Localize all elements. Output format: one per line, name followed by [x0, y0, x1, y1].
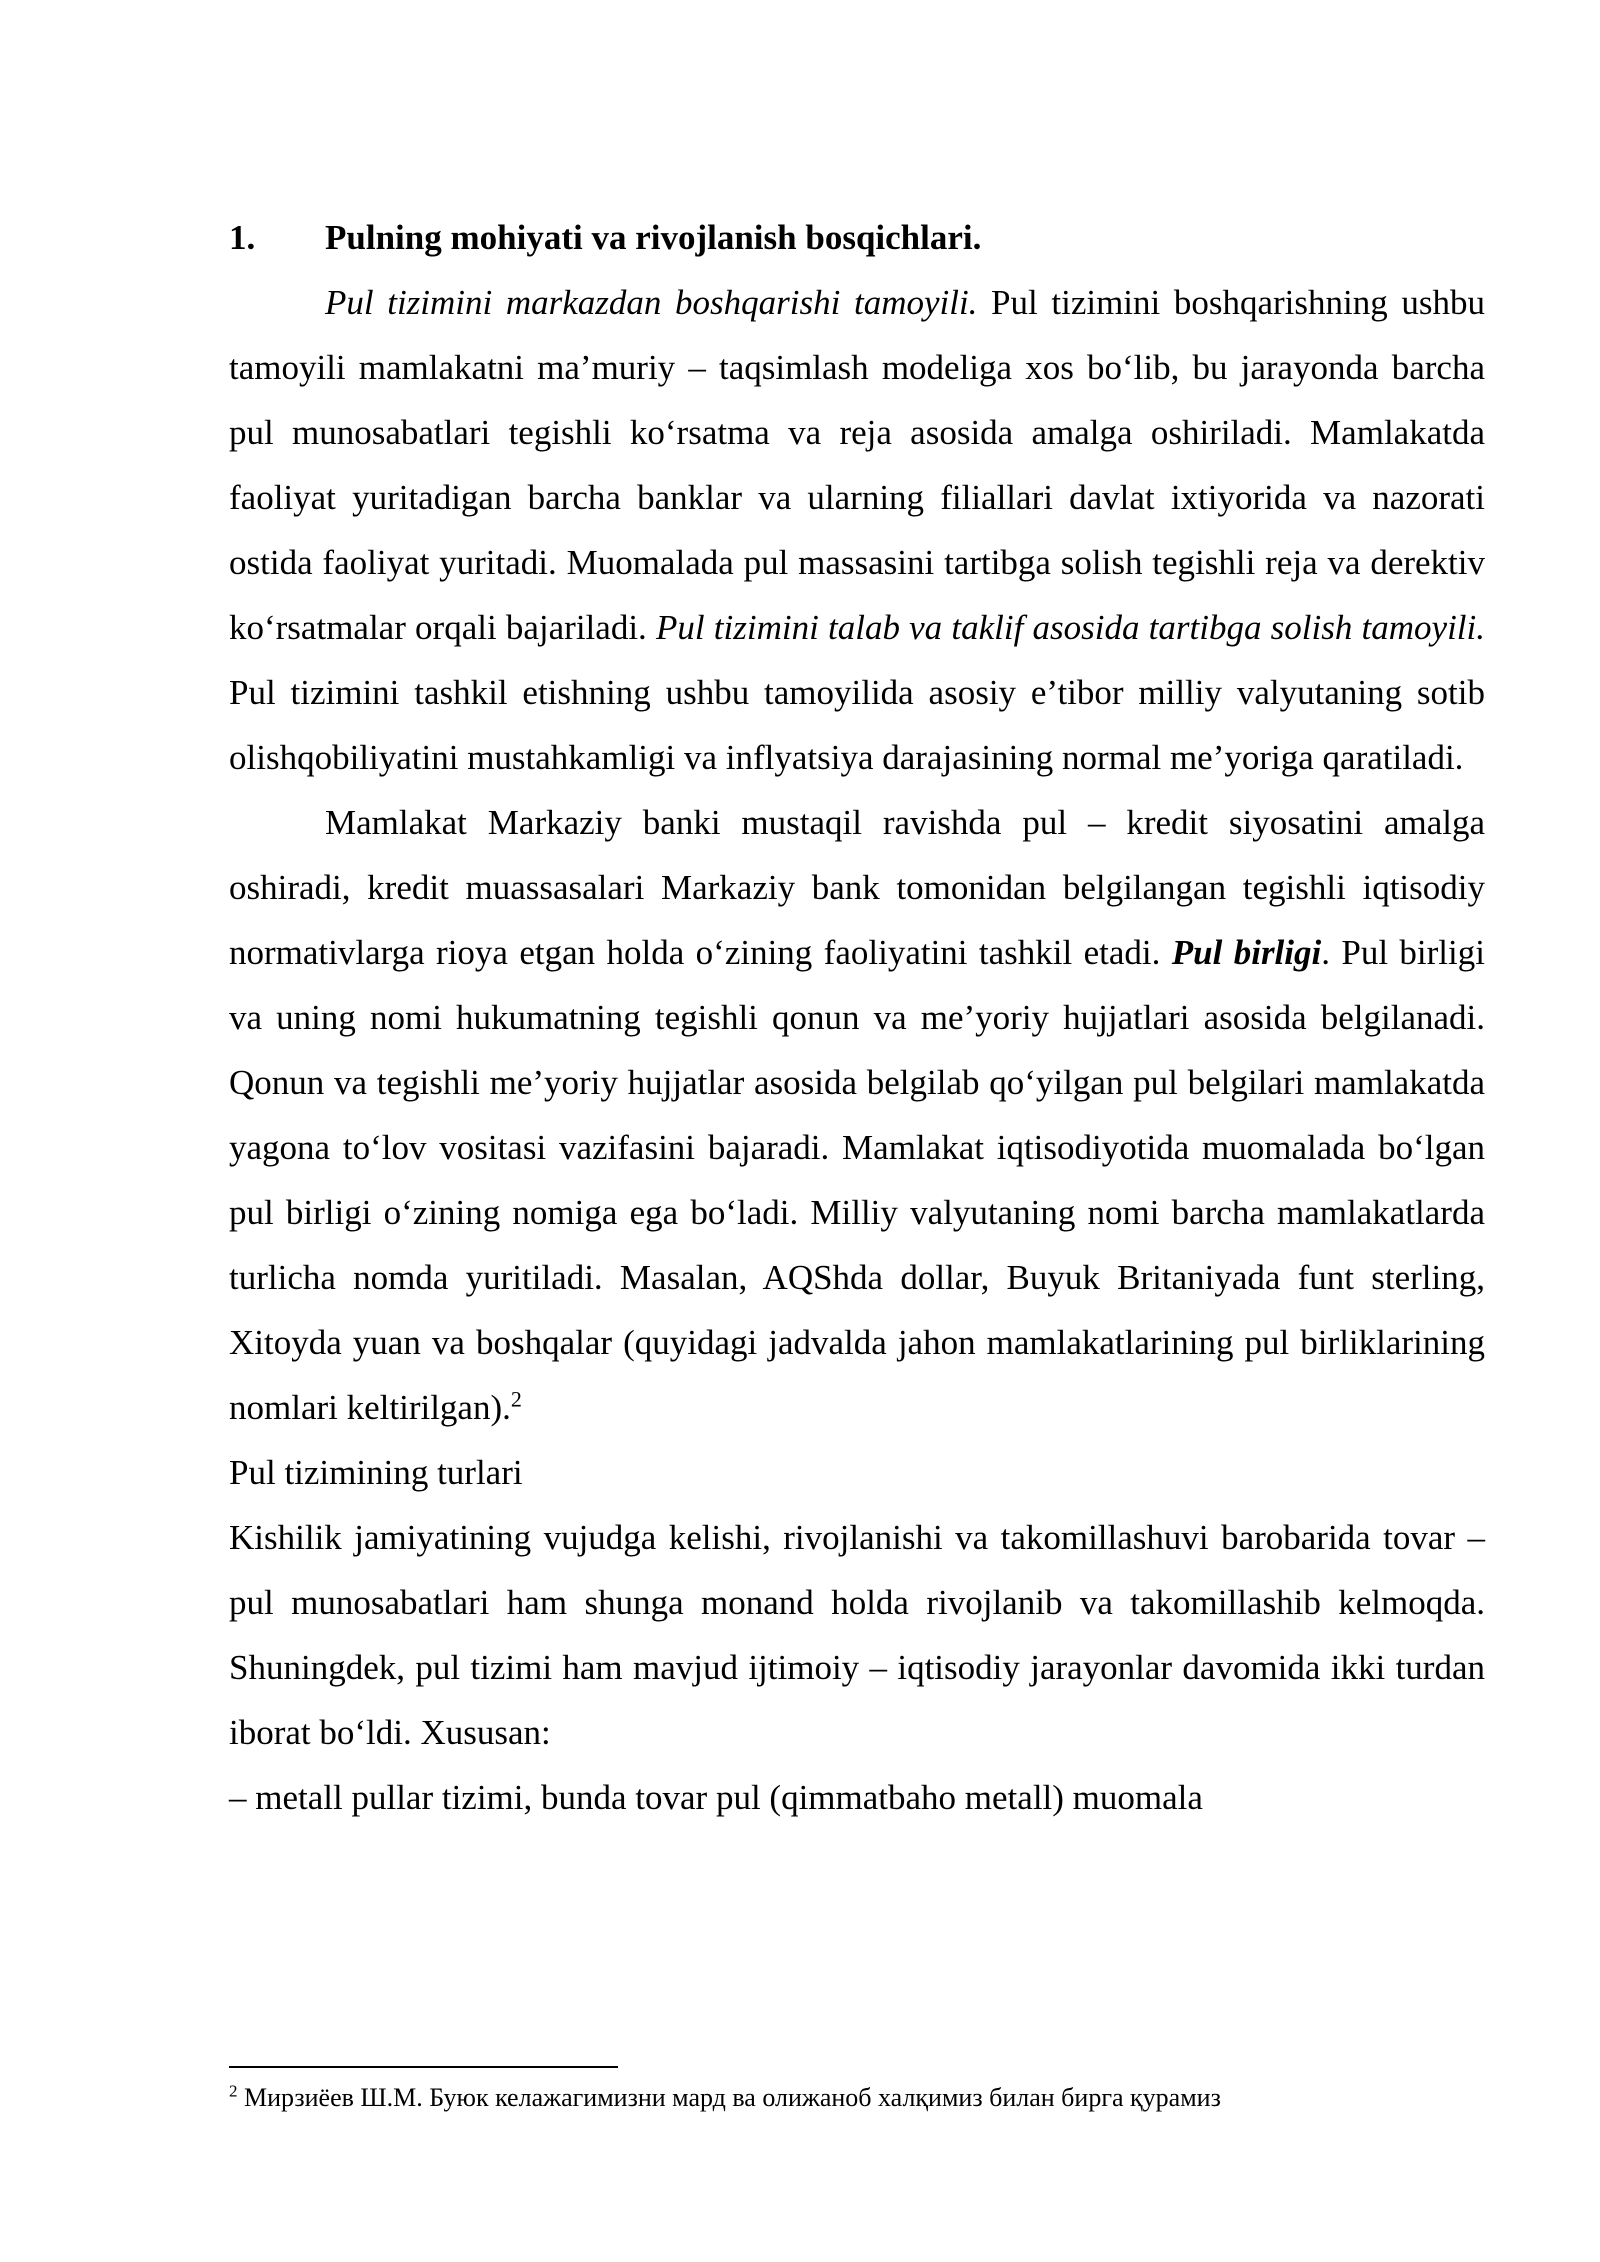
section-title: Pulning mohiyati va rivojlanish bosqichlari.	[325, 218, 982, 257]
italic-mid-term: Pul tizimini talab va taklif asosida tartibga solish tamoyili.	[656, 608, 1485, 647]
footnote-mark: 2	[229, 2081, 238, 2101]
footnote	[229, 2080, 1485, 2116]
footnote-reference[interactable]: 2	[510, 1386, 522, 1412]
paragraph-1	[229, 270, 1485, 790]
paragraph-1-text-b: Pul tizimini tashkil etishning ushbu tamoyilida asosiy e’tibor milliy valyutaning sotib olishqobiliyatini mustahkamligi va inflyatsiya darajasining normal me’yoriga qaratiladi.	[229, 673, 1485, 777]
section-heading	[229, 205, 1485, 270]
paragraph-2-text-a: Mamlakat Markaziy banki mustaqil ravishda pul – kredit siyosatini amalga oshiradi, kredit muassasalari Markaziy bank tomonidan belgilangan tegishli iqtisodiy normativlarga rioya etgan holda o‘zining faoliyatini tashkil etadi.	[229, 803, 1485, 972]
bold-term: Pul birligi	[1171, 933, 1322, 972]
paragraph-4: – metall pullar tizimi, bunda tovar pul (qimmatbaho metall) muomala	[229, 1778, 1203, 1817]
italic-lead-term: Pul tizimini markazdan boshqarishi tamoyili.	[325, 283, 978, 322]
body-text	[229, 205, 1485, 1830]
subheading: Pul tizimining turlari	[229, 1453, 523, 1492]
footnote-separator	[229, 2066, 618, 2068]
footnote-text: Мирзиёев Ш.М. Буюк келажагимизни мард ва олижаноб халқимиз билан бирга қурамиз	[237, 2083, 1221, 2112]
paragraph-2	[229, 790, 1485, 1440]
paragraph-2-text-b: . Pul birligi va uning nomi hukumatning tegishli qonun va me’yoriy hujjatlari asosida belgilanadi. Qonun va tegishli me’yoriy hujjatlar asosida belgilab qo‘yilgan pul belgilari mamlakatda yagona to‘lov vositasi vazifasini bajaradi. Mamlakat iqtisodiyotida muomalada bo‘lgan pul birligi o‘zining nomiga ega bo‘ladi. Milliy valyutaning nomi barcha mamlakatlarda turlicha nomda yuritiladi. Masalan, AQShda dollar, Buyuk Britaniyada funt sterling, Xitoyda yuan va boshqalar (quyidagi jadvalda jahon mamlakatlarining pul birliklarining nomlari keltirilgan).	[229, 933, 1485, 1427]
section-number: 1.	[229, 218, 256, 257]
paragraph-1-text-a: Pul tizimini boshqarishning ushbu tamoyili mamlakatni ma’muriy – taqsimlash modeliga xos bo‘lib, bu jarayonda barcha pul munosabatlari tegishli ko‘rsatma va reja asosida amalga oshiriladi. Mamlakatda faoliyat yuritadigan barcha banklar va ularning filiallari davlat ixtiyorida va nazorati ostida faoliyat yuritadi. Muomalada pul massasini tartibga solish tegishli reja va derektiv ko‘rsatmalar orqali bajariladi.	[229, 283, 1485, 647]
paragraph-3: Kishilik jamiyatining vujudga kelishi, rivojlanishi va takomillashuvi barobarida tovar – pul munosabatlari ham shunga monand holda rivojlanib va takomillashib kelmoqda. Shuningdek, pul tizimi ham mavjud ijtimoiy – iqtisodiy jarayonlar davomida ikki turdan iborat bo‘ldi. Xususan:	[229, 1518, 1485, 1752]
